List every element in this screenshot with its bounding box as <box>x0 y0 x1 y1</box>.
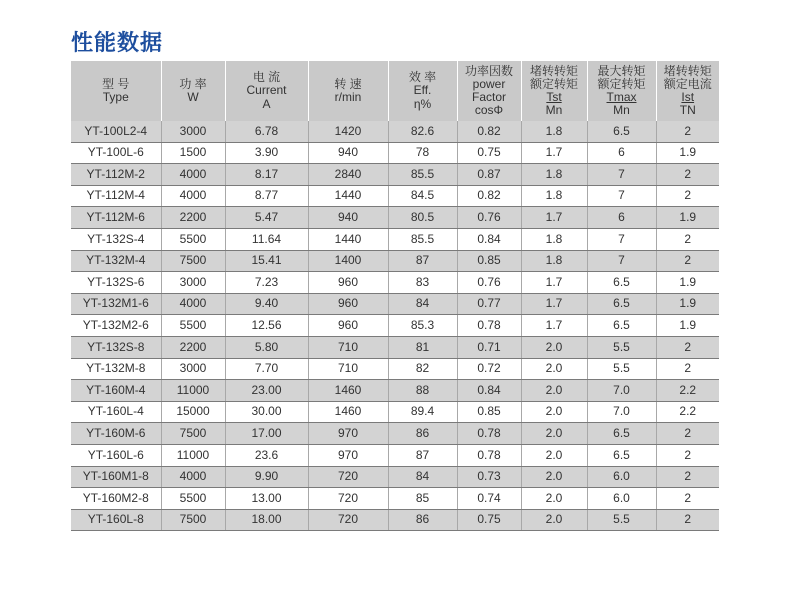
value-cell: 85.5 <box>388 164 457 186</box>
value-cell: 0.75 <box>457 509 521 531</box>
value-cell: 6.78 <box>225 121 308 142</box>
value-cell: 83 <box>388 272 457 294</box>
value-cell: 78 <box>388 142 457 164</box>
value-cell: 4000 <box>161 293 225 315</box>
value-cell: 2.0 <box>521 466 587 488</box>
value-cell: 2 <box>656 488 719 510</box>
header-type: 型 号 Type <box>71 61 161 121</box>
header-speed: 转 速 r/min <box>308 61 388 121</box>
value-cell: 85.5 <box>388 228 457 250</box>
value-cell: 1.9 <box>656 315 719 337</box>
table-row <box>71 315 719 337</box>
value-cell: 6.5 <box>587 121 656 142</box>
value-cell: 0.72 <box>457 358 521 380</box>
value-cell: 11000 <box>161 380 225 402</box>
value-cell: 6.5 <box>587 293 656 315</box>
value-cell: 940 <box>308 207 388 229</box>
value-cell: 1420 <box>308 121 388 142</box>
value-cell: 960 <box>308 315 388 337</box>
value-cell: 2.0 <box>521 358 587 380</box>
header-power-factor: 功率因数 power Factor cosΦ <box>457 61 521 121</box>
value-cell: 2 <box>656 185 719 207</box>
table-row <box>71 142 719 164</box>
value-cell: 3000 <box>161 272 225 294</box>
value-cell: 2200 <box>161 336 225 358</box>
value-cell: 5.80 <box>225 336 308 358</box>
value-cell: 1460 <box>308 401 388 423</box>
value-cell: 81 <box>388 336 457 358</box>
model-cell: YT-132S-8 <box>71 336 161 358</box>
header-current: 电 流 Current A <box>225 61 308 121</box>
value-cell: 12.56 <box>225 315 308 337</box>
value-cell: 2 <box>656 466 719 488</box>
value-cell: 1440 <box>308 185 388 207</box>
value-cell: 7.0 <box>587 380 656 402</box>
model-cell: YT-112M-4 <box>71 185 161 207</box>
value-cell: 5500 <box>161 228 225 250</box>
table-row <box>71 293 719 315</box>
model-cell: YT-100L2-4 <box>71 121 161 142</box>
model-cell: YT-132S-4 <box>71 228 161 250</box>
value-cell: 710 <box>308 336 388 358</box>
table-row <box>71 401 719 423</box>
value-cell: 84 <box>388 466 457 488</box>
model-cell: YT-132M1-6 <box>71 293 161 315</box>
value-cell: 960 <box>308 293 388 315</box>
table-header-row <box>71 61 719 121</box>
value-cell: 1.8 <box>521 164 587 186</box>
value-cell: 0.74 <box>457 488 521 510</box>
value-cell: 720 <box>308 509 388 531</box>
value-cell: 7 <box>587 185 656 207</box>
value-cell: 2.0 <box>521 423 587 445</box>
value-cell: 88 <box>388 380 457 402</box>
table-row <box>71 358 719 380</box>
value-cell: 7.70 <box>225 358 308 380</box>
model-cell: YT-160M-4 <box>71 380 161 402</box>
value-cell: 3.90 <box>225 142 308 164</box>
value-cell: 4000 <box>161 185 225 207</box>
value-cell: 2.0 <box>521 380 587 402</box>
value-cell: 0.77 <box>457 293 521 315</box>
value-cell: 86 <box>388 423 457 445</box>
value-cell: 1440 <box>308 228 388 250</box>
value-cell: 2.0 <box>521 336 587 358</box>
table-row <box>71 250 719 272</box>
value-cell: 0.87 <box>457 164 521 186</box>
value-cell: 7500 <box>161 250 225 272</box>
value-cell: 6.5 <box>587 315 656 337</box>
table-row <box>71 121 719 142</box>
value-cell: 11000 <box>161 444 225 466</box>
value-cell: 2840 <box>308 164 388 186</box>
value-cell: 1.9 <box>656 207 719 229</box>
header-power: 功 率 W <box>161 61 225 121</box>
value-cell: 3000 <box>161 358 225 380</box>
value-cell: 2 <box>656 336 719 358</box>
model-cell: YT-132M-4 <box>71 250 161 272</box>
value-cell: 17.00 <box>225 423 308 445</box>
value-cell: 7 <box>587 164 656 186</box>
model-cell: YT-160L-6 <box>71 444 161 466</box>
value-cell: 1.7 <box>521 207 587 229</box>
value-cell: 2.0 <box>521 401 587 423</box>
value-cell: 9.40 <box>225 293 308 315</box>
value-cell: 0.78 <box>457 315 521 337</box>
value-cell: 6.0 <box>587 466 656 488</box>
value-cell: 82 <box>388 358 457 380</box>
value-cell: 0.84 <box>457 380 521 402</box>
value-cell: 9.90 <box>225 466 308 488</box>
model-cell: YT-132M2-6 <box>71 315 161 337</box>
value-cell: 1.7 <box>521 315 587 337</box>
value-cell: 1.7 <box>521 293 587 315</box>
value-cell: 1400 <box>308 250 388 272</box>
value-cell: 7 <box>587 228 656 250</box>
value-cell: 85.3 <box>388 315 457 337</box>
model-cell: YT-100L-6 <box>71 142 161 164</box>
value-cell: 960 <box>308 272 388 294</box>
value-cell: 720 <box>308 466 388 488</box>
value-cell: 7.0 <box>587 401 656 423</box>
table-row <box>71 509 719 531</box>
value-cell: 0.71 <box>457 336 521 358</box>
header-locked-torque-ratio: 堵转转矩 额定转矩 Tst Mn <box>521 61 587 121</box>
value-cell: 2 <box>656 121 719 142</box>
table-row <box>71 444 719 466</box>
value-cell: 0.85 <box>457 401 521 423</box>
model-cell: YT-132S-6 <box>71 272 161 294</box>
value-cell: 87 <box>388 250 457 272</box>
value-cell: 8.77 <box>225 185 308 207</box>
value-cell: 89.4 <box>388 401 457 423</box>
model-cell: YT-160M2-8 <box>71 488 161 510</box>
table-row <box>71 466 719 488</box>
value-cell: 2.2 <box>656 380 719 402</box>
value-cell: 6 <box>587 142 656 164</box>
value-cell: 8.17 <box>225 164 308 186</box>
value-cell: 6.5 <box>587 423 656 445</box>
value-cell: 30.00 <box>225 401 308 423</box>
value-cell: 7 <box>587 250 656 272</box>
value-cell: 87 <box>388 444 457 466</box>
value-cell: 0.73 <box>457 466 521 488</box>
table-row <box>71 272 719 294</box>
value-cell: 940 <box>308 142 388 164</box>
value-cell: 1.8 <box>521 121 587 142</box>
value-cell: 0.78 <box>457 423 521 445</box>
value-cell: 0.76 <box>457 207 521 229</box>
table-row <box>71 164 719 186</box>
table-row <box>71 380 719 402</box>
header-locked-current-ratio: 堵转转矩 额定电流 Ist TN <box>656 61 719 121</box>
value-cell: 720 <box>308 488 388 510</box>
value-cell: 15000 <box>161 401 225 423</box>
value-cell: 84 <box>388 293 457 315</box>
value-cell: 86 <box>388 509 457 531</box>
value-cell: 970 <box>308 423 388 445</box>
value-cell: 1.9 <box>656 272 719 294</box>
value-cell: 6.5 <box>587 272 656 294</box>
header-max-torque-ratio: 最大转矩 额定转矩 Tmax Mn <box>587 61 656 121</box>
table-row <box>71 336 719 358</box>
value-cell: 1.7 <box>521 272 587 294</box>
value-cell: 5500 <box>161 315 225 337</box>
value-cell: 0.78 <box>457 444 521 466</box>
value-cell: 1460 <box>308 380 388 402</box>
value-cell: 2.0 <box>521 488 587 510</box>
value-cell: 0.85 <box>457 250 521 272</box>
table-row <box>71 423 719 445</box>
model-cell: YT-112M-6 <box>71 207 161 229</box>
value-cell: 6 <box>587 207 656 229</box>
value-cell: 0.76 <box>457 272 521 294</box>
value-cell: 6.5 <box>587 444 656 466</box>
value-cell: 1.8 <box>521 228 587 250</box>
value-cell: 84.5 <box>388 185 457 207</box>
table-row <box>71 207 719 229</box>
value-cell: 2 <box>656 228 719 250</box>
header-efficiency: 效 率 Eff. η% <box>388 61 457 121</box>
value-cell: 80.5 <box>388 207 457 229</box>
value-cell: 2 <box>656 358 719 380</box>
value-cell: 970 <box>308 444 388 466</box>
table-body <box>71 121 719 531</box>
value-cell: 0.82 <box>457 185 521 207</box>
value-cell: 7.23 <box>225 272 308 294</box>
value-cell: 18.00 <box>225 509 308 531</box>
value-cell: 0.82 <box>457 121 521 142</box>
value-cell: 5500 <box>161 488 225 510</box>
value-cell: 5.5 <box>587 336 656 358</box>
value-cell: 1.9 <box>656 293 719 315</box>
value-cell: 1.9 <box>656 142 719 164</box>
value-cell: 2.0 <box>521 444 587 466</box>
value-cell: 11.64 <box>225 228 308 250</box>
value-cell: 1.8 <box>521 185 587 207</box>
value-cell: 2 <box>656 444 719 466</box>
value-cell: 2 <box>656 509 719 531</box>
value-cell: 15.41 <box>225 250 308 272</box>
value-cell: 23.6 <box>225 444 308 466</box>
page-title: 性能数据 <box>71 31 164 56</box>
model-cell: YT-160L-8 <box>71 509 161 531</box>
model-cell: YT-160M-6 <box>71 423 161 445</box>
value-cell: 4000 <box>161 466 225 488</box>
value-cell: 2 <box>656 250 719 272</box>
value-cell: 5.5 <box>587 358 656 380</box>
table-row <box>71 488 719 510</box>
value-cell: 5.5 <box>587 509 656 531</box>
value-cell: 4000 <box>161 164 225 186</box>
value-cell: 2 <box>656 423 719 445</box>
value-cell: 82.6 <box>388 121 457 142</box>
value-cell: 23.00 <box>225 380 308 402</box>
model-cell: YT-160L-4 <box>71 401 161 423</box>
performance-table <box>71 61 719 531</box>
value-cell: 0.75 <box>457 142 521 164</box>
table-row <box>71 228 719 250</box>
value-cell: 7500 <box>161 509 225 531</box>
value-cell: 1.8 <box>521 250 587 272</box>
value-cell: 13.00 <box>225 488 308 510</box>
value-cell: 7500 <box>161 423 225 445</box>
model-cell: YT-160M1-8 <box>71 466 161 488</box>
model-cell: YT-132M-8 <box>71 358 161 380</box>
value-cell: 2.0 <box>521 509 587 531</box>
value-cell: 3000 <box>161 121 225 142</box>
value-cell: 2.2 <box>656 401 719 423</box>
value-cell: 710 <box>308 358 388 380</box>
value-cell: 1500 <box>161 142 225 164</box>
value-cell: 2 <box>656 164 719 186</box>
value-cell: 0.84 <box>457 228 521 250</box>
value-cell: 2200 <box>161 207 225 229</box>
value-cell: 85 <box>388 488 457 510</box>
value-cell: 5.47 <box>225 207 308 229</box>
model-cell: YT-112M-2 <box>71 164 161 186</box>
table-row <box>71 185 719 207</box>
value-cell: 6.0 <box>587 488 656 510</box>
value-cell: 1.7 <box>521 142 587 164</box>
